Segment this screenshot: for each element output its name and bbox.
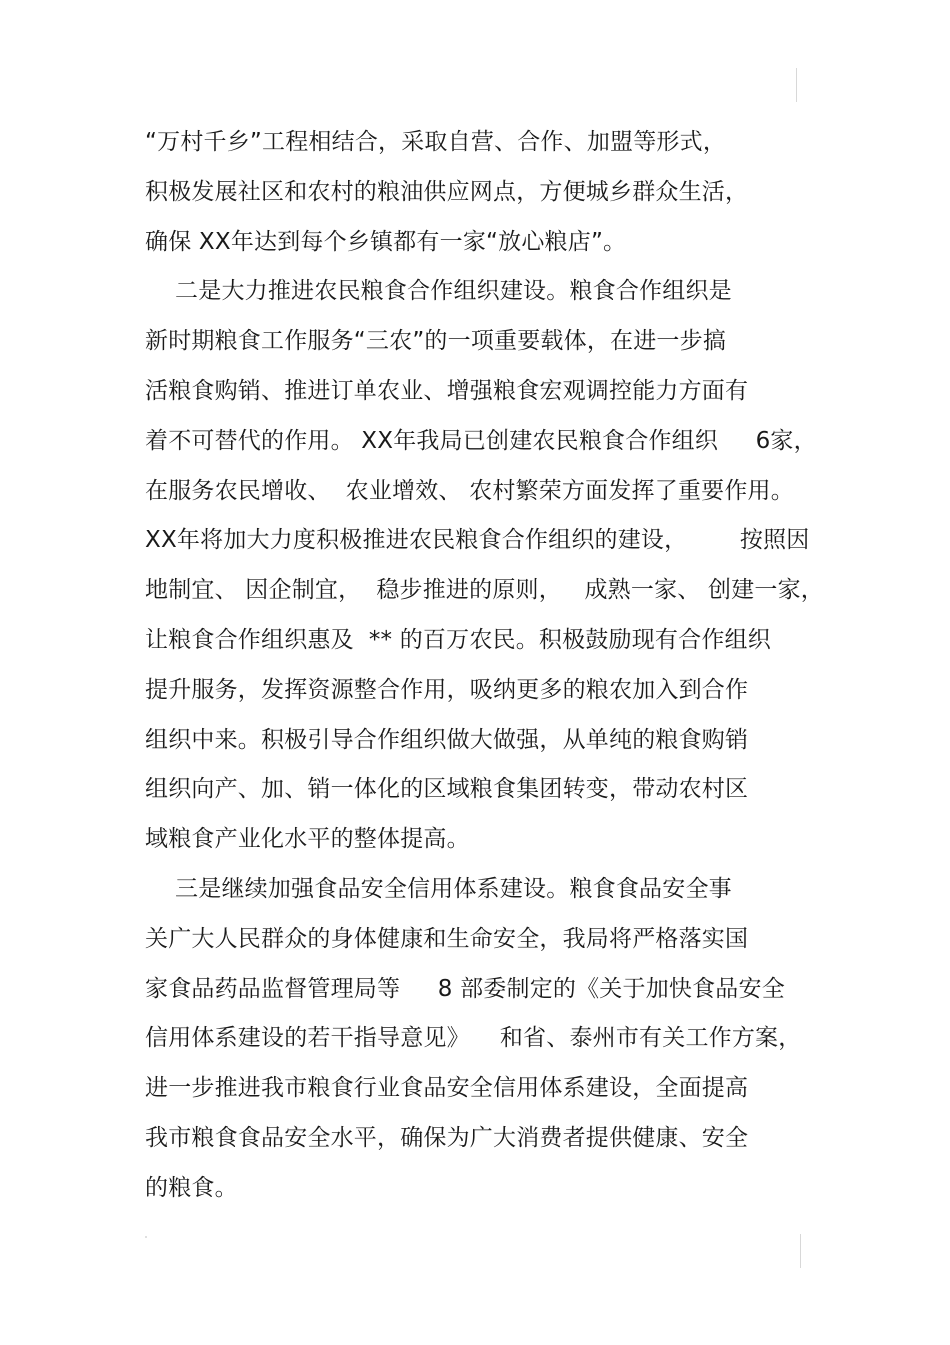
text-line: 家食品药品监督管理局等 8 部委制定的《关于加快食品安全 bbox=[145, 976, 785, 1002]
text-line: 新时期粮食工作服务“三农”的一项重要载体，在进一步搞 bbox=[145, 328, 727, 354]
text-line: 我市粮食食品安全水平，确保为广大消费者提供健康、安全 bbox=[145, 1125, 749, 1151]
paragraph-start-line: 二是大力推进农民粮食合作组织建设。粮食合作组织是 bbox=[145, 278, 732, 304]
text-line: 地制宜、 因企制宜， 稳步推进的原则， 成熟一家、 创建一家， bbox=[145, 577, 824, 603]
text-line: 积极发展社区和农村的粮油供应网点，方便城乡群众生活， bbox=[145, 179, 749, 205]
page-dot-mark bbox=[145, 1236, 147, 1238]
text-line: 信用体系建设的若干指导意见》 和省、泰州市有关工作方案， bbox=[145, 1025, 802, 1051]
page-corner-mark-bottom bbox=[800, 1234, 801, 1268]
text-line: 域粮食产业化水平的整体提高。 bbox=[145, 826, 470, 852]
text-line: “万村千乡”工程相结合，采取自营、合作、加盟等形式， bbox=[145, 129, 727, 155]
paragraph-start-line: 三是继续加强食品安全信用体系建设。粮食食品安全事 bbox=[145, 876, 732, 902]
text-line: 进一步推进我市粮食行业食品安全信用体系建设，全面提高 bbox=[145, 1075, 749, 1101]
text-line: 关广大人民群众的身体健康和生命安全，我局将严格落实国 bbox=[145, 926, 749, 952]
text-line: 活粮食购销、推进订单农业、增强粮食宏观调控能力方面有 bbox=[145, 378, 749, 404]
text-line: 让粮食合作组织惠及 ** 的百万农民。积极鼓励现有合作组织 bbox=[145, 627, 771, 653]
page-corner-mark-top bbox=[796, 68, 797, 102]
text-line: XX年将加大力度积极推进农民粮食合作组织的建设， 按照因 bbox=[145, 527, 810, 553]
text-line: 提升服务，发挥资源整合作用，吸纳更多的粮农加入到合作 bbox=[145, 677, 749, 703]
text-line: 组织向产、加、销一体化的区域粮食集团转变，带动农村区 bbox=[145, 776, 749, 802]
text-line: 在服务农民增收、 农业增效、 农村繁荣方面发挥了重要作用。 bbox=[145, 478, 794, 504]
text-line: 确保 XX年达到每个乡镇都有一家“放心粮店”。 bbox=[145, 229, 627, 255]
text-line: 的粮食。 bbox=[145, 1175, 238, 1201]
text-line: 着不可替代的作用。 XX年我局已创建农民粮食合作组织 6家， bbox=[145, 428, 817, 454]
text-line: 组织中来。积极引导合作组织做大做强，从单纯的粮食购销 bbox=[145, 727, 749, 753]
